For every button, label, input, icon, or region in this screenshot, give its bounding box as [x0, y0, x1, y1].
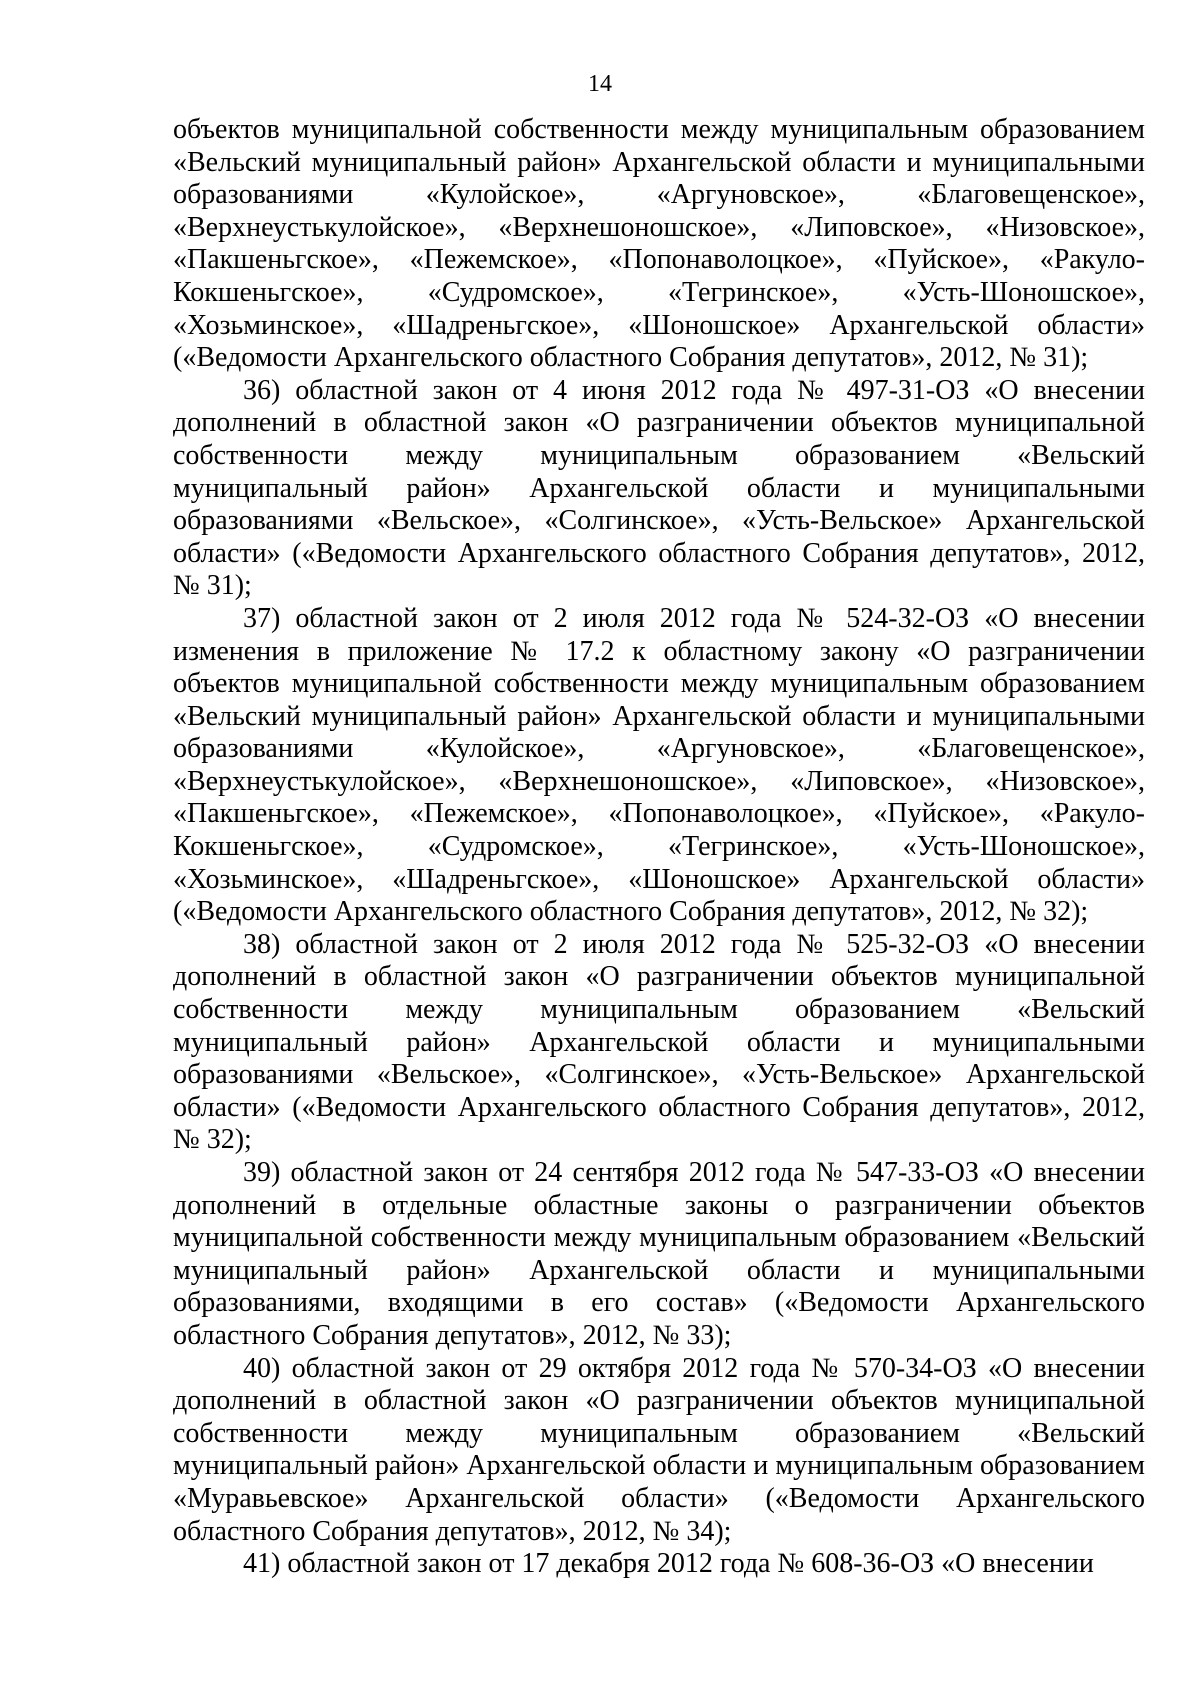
document-body [173, 114, 1145, 1581]
paragraph-39: 39) областной закон от 24 сентября 2012 года № 547-33-ОЗ «О внесении дополнений в отдельные областные законы о разграничении объектов муниципальной собственности между муниципальным образованием «Вельский муниципальный район» Архангельской области и муниципальными образованиями, входящими в его состав» («Ведомости Архангельского областного Собрания депутатов», 2012, № 33); [173, 1157, 1145, 1351]
page-number: 14 [588, 71, 612, 97]
paragraph-36: 36) областной закон от 4 июня 2012 года № 497-31-ОЗ «О внесении дополнений в областной закон «О разграничении объектов муниципальной собственности между муниципальным образованием «Вельский муниципальный район» Архангельской области и муниципальными образованиями «Вельское», «Солгинское», «Усть-Вельское» Архангельской области» («Ведомости Архангельского областного Собрания депутатов», 2012, № 31); [173, 374, 1145, 602]
paragraph-38: 38) областной закон от 2 июля 2012 года № 525-32-ОЗ «О внесении дополнений в областной закон «О разграничении объектов муниципальной собственности между муниципальным образованием «Вельский муниципальный район» Архангельской области и муниципальными образованиями «Вельское», «Солгинское», «Усть-Вельское» Архангельской области» («Ведомости Архангельского областного Собрания депутатов», 2012, № 32); [173, 928, 1145, 1156]
paragraph-35-continuation: объектов муниципальной собственности между муниципальным образованием «Вельский муниципальный район» Архангельской области и муниципальными образованиями «Кулойское», «Аргуновское», «Благовещенское», «Верхнеустькулойское», «Верхнешоношское», «Липовское», «Низовское», «Пакшеньгское», «Пежемское», «Попонаволоцкое», «Пуйское», «Ракуло-Кокшеньгское», «Судромское», «Тегринское», «Усть-Шоношское», «Хозьминское», «Шадреньгское», «Шоношское» Архангельской области» («Ведомости Архангельского областного Собрания депутатов», 2012, № 31); [173, 114, 1145, 374]
paragraph-37: 37) областной закон от 2 июля 2012 года № 524-32-ОЗ «О внесении изменения в приложение № 17.2 к областному закону «О разграничении объектов муниципальной собственности между муниципальным образованием «Вельский муниципальный район» Архангельской области и муниципальными образованиями «Кулойское», «Аргуновское», «Благовещенское», «Верхнеустькулойское», «Верхнешоношское», «Липовское», «Низовское», «Пакшеньгское», «Пежемское», «Попонаволоцкое», «Пуйское», «Ракуло-Кокшеньгское», «Судромское», «Тегринское», «Усть-Шоношское», «Хозьминское», «Шадреньгское», «Шоношское» Архангельской области» («Ведомости Архангельского областного Собрания депутатов», 2012, № 32); [173, 602, 1145, 928]
paragraph-40: 40) областной закон от 29 октября 2012 года № 570-34-ОЗ «О внесении дополнений в областной закон «О разграничении объектов муниципальной собственности между муниципальным образованием «Вельский муниципальный район» Архангельской области и муниципальным образованием «Муравьевское» Архангельской области» («Ведомости Архангельского областного Собрания депутатов», 2012, № 34); [173, 1352, 1145, 1547]
paragraph-41-start: 41) областной закон от 17 декабря 2012 года № 608-36-ОЗ «О внесении [243, 1548, 1094, 1580]
